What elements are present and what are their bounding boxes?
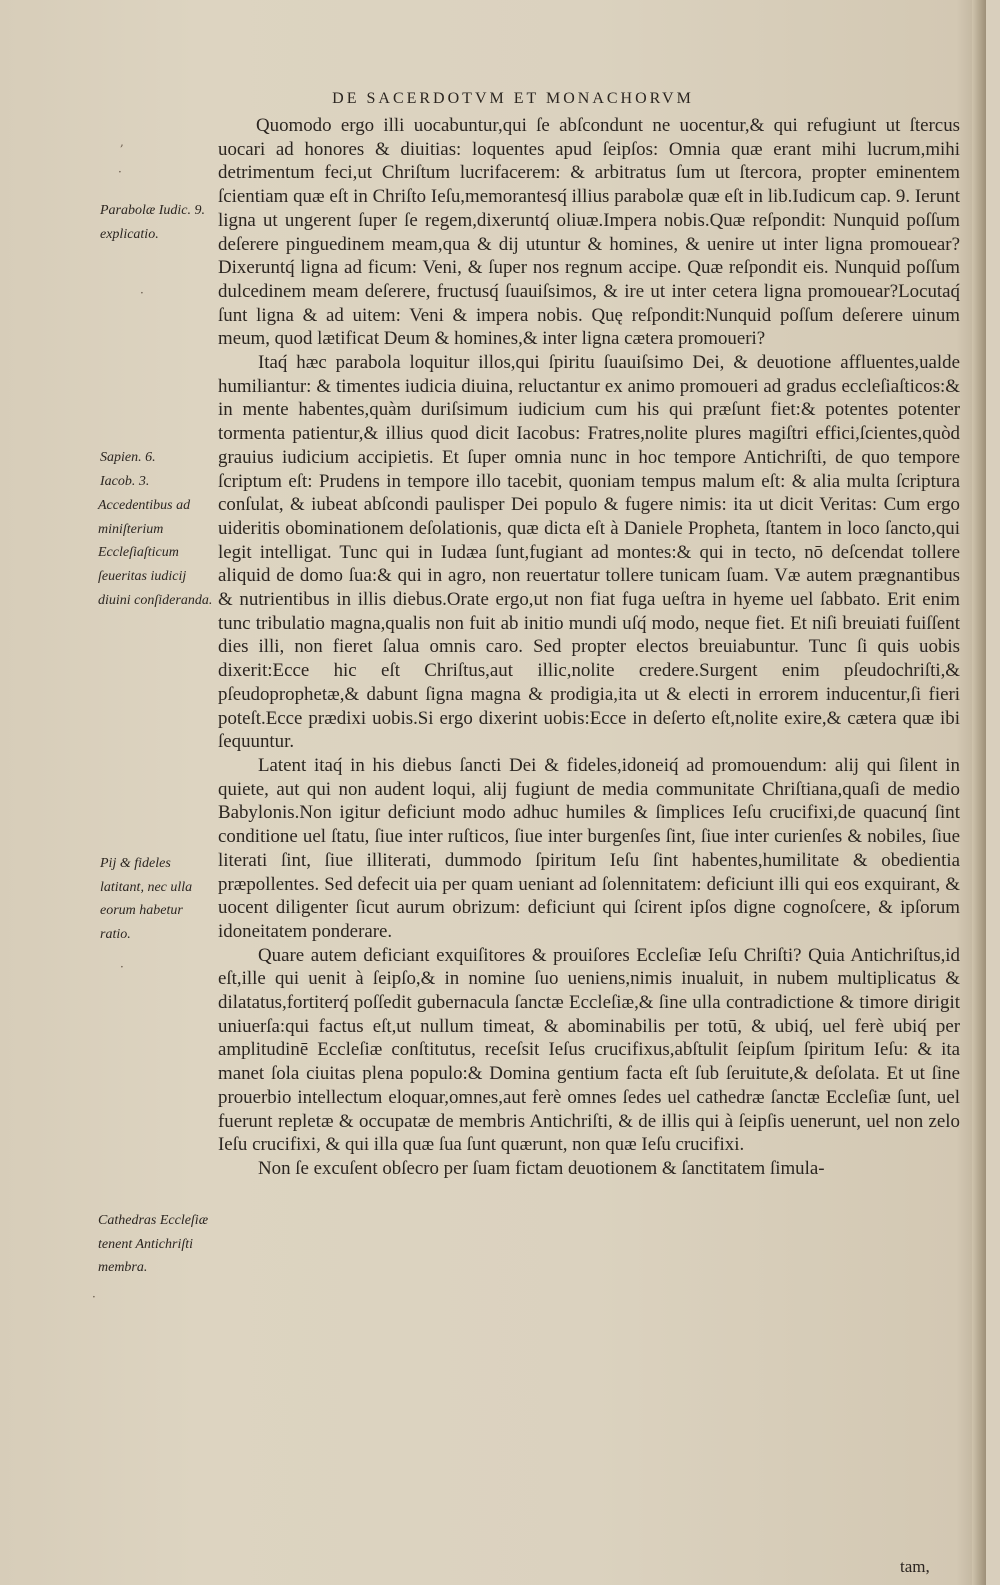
main-text-block xyxy=(218,114,960,1181)
paragraph-itaque: Itaq́ hæc parabola loquitur illos,qui ſpiritu ſuauiſsimo Dei, & deuotione affluentes,ualde humiliantur: & timentes iudicia diuina, reluctantur ex animo promoueri ad gradus eccleſiaſticos:& in mente habentes,quàm duriſsimum iudicium cum his qui præſunt fiet:& potentes potenter tormenta patientur,& illius quod dicit Iacobus: Fratres,nolite plures magiſtri effici,ſcientes,quòd grauius iudicium accipietis. Et ſuper omnia nunc in hoc tempore Antichriſti, de quo tempore ſcriptum eſt: Prudens in tempore illo tacebit, quoniam tempus malum eſt: & alia multa ſcriptura conſulat, & iubeat abſcondi paulisper Dei populo & fugere nimis: ita ut dicit Veritas: Cum ergo uideritis obominationem deſolationis, quæ dicta eſt à Daniele Propheta, ſtantem in loco ſancto,qui legit intelligat. Tunc qui in Iudæa ſunt,fugiant ad montes:& qui in tecto, nō deſcendat tollere aliquid de domo ſua:& qui in agro, non reuertatur tollere tunicam ſuam. Væ autem prægnantibus & nutrientibus in illis diebus.Orate ergo,ut non fiat fuga ueſtra in hyeme uel ſabbato. Erit enim tunc tribulatio magna,qualis non fuit ab initio mundi uſq́ modo, neque fiet. Et niſi breuiati fuiſſent dies illi, non fieret ſalua omnis caro. Sed propter electos breuiabuntur. Tunc ſi quis uobis dixerit:Ecce hic eſt Chriſtus,aut illic,nolite credere.Surgent enim pſeudochriſti,& pſeudoprophetæ,& dabunt ſigna magna & prodigia,ita ut & electi in errorem inducentur,ſi fieri poteſt.Ecce prædixi uobis.Si ergo dixerint uobis:Ecce in deſerto eſt,nolite exire,& cætera quæ ibi ſequuntur. xyxy=(218,352,960,753)
marginal-note-cathedras: Cathedras Eccleſiæ tenent Antichriſti membra. xyxy=(98,1213,209,1276)
marginal-note-iacobus: Iacob. 3. xyxy=(100,474,150,489)
ink-speck: · xyxy=(118,165,122,179)
marginal-note-parabola: Parabolæ Iudic. 9. explicatio. xyxy=(100,203,205,242)
paragraph-quomodo: Quomodo ergo illi uocabuntur,qui ſe abſcondunt ne uocentur,& qui refugiunt ut ſtercus uocari ad honores & diuitias: loquentes apud ſeipſos: Omnia quæ erant mihi lucrum,mihi detrimentum feci,ut Chriſtum lucrifacerem: & arbitratus ſum ut ſtercora, propter eminentem ſcientiam quæ eſt in Chriſto Ieſu,memorantesq́ illius parabolæ quæ eſt in lib.Iudicum cap. 9. Ierunt ligna ut ungerent ſuper ſe regem,dixeruntq́ oliuæ.Impera nobis.Quæ reſpondit: Nunquid poſſum deſerere pinguedinem meam,qua & dij utuntur & homines, & uenire ut inter ligna promouear? Dixeruntq́ ligna ad ficum: Veni, & ſuper nos regnum accipe. Quæ reſpondit eis. Nunquid poſſum dulcedinem meam deſerere, fructusq́ ſuauiſsimos, & ire ut inter cetera ligna promouear?Locutaq́ ſunt ligna & ad uitem: Veni & impera nobis. Quę reſpondit:Nunquid poſſum deſerere uinum meum, quod lætificat Deum & homines,& inter ligna cætera promoueri? xyxy=(218,115,960,350)
ink-speck: , xyxy=(120,135,124,149)
marginal-note-sapientia: Sapien. 6. xyxy=(100,450,156,465)
paragraph-non-se: Non ſe excuſent obſecro per ſuam fictam deuotionem & ſanctitatem ſimula- xyxy=(258,1157,825,1179)
marginal-note-accedentibus: Accedentibus ad miniſterium Eccleſiaſticum ſeueritas iudicij diuini conſideranda. xyxy=(98,498,213,608)
paragraph-quare: Quare autem deficiant exquiſitores & prouiſores Eccleſiæ Ieſu Chriſti? Quia Antichriſtus,id eſt,ille qui uenit à ſeipſo,& in nomine ſuo ueniens,nimis inualuit, in nubem multiplicatus & dilatatus,fortiterq́ poſſedit gubernacula ſanctæ Eccleſiæ,& ſine ulla contradictione & timore dirigit uniuerſa:qui factus eſt,ut nullum timeat, & abominabilis per totū, & ubiq́, uel ferè ubiq́ per amplitudinē Eccleſiæ conſtitutus, receſsit Ieſus crucifixus,abſtulit ſeipſum ſpiritum Ieſu: & ita manet ſola ciuitas plena populo:& Domina gentium facta eſt ſub ſeruitute,& deſolata. Et ut ſine prouerbio intellectum eloquar,omnes,aut ferè omnes ſedes uel cathedræ ſanctæ Eccleſiæ ſunt, uel fuerunt repletæ & occupatæ de membris Antichriſti, & de illis qui à ſeipſis uenerunt, uel non zelo Ieſu crucifixi, & qui illa quæ ſua ſunt quærunt, non quæ Ieſu crucifixi. xyxy=(218,944,960,1156)
page-gutter-edge xyxy=(972,0,986,1585)
ink-speck: · xyxy=(140,286,144,300)
ink-speck: · xyxy=(92,1290,96,1304)
paragraph-latent: Latent itaq́ in his diebus ſancti Dei & fideles,idoneiq́ ad promouendum: alij qui ſilent in quiete, aut qui non audent loqui, alij fugiunt de media communitate Chriſtiana,quaſi de medio Babylonis.Non igitur deficiunt modo adhuc humiles & ſimplices Ieſu crucifixi,de quacunq́ ſint conditione uel ſtatu, ſiue inter ruſticos, ſiue inter burgenſes ſint, ſiue inter curienſes & nobiles, ſiue literati ſint, ſiue illiterati, dummodo ſpiritum Ieſu ſint habentes,humilitate & obedientia præpollentes. Sed defecit uia per quam ueniant ad ſolennitatem: deficiunt illi qui eos exquirant, & uocent diligenter ſicut aurum obrizum: deficiunt qui ſcirent ipſos digne cognoſcere, & ipſorum idoneitatem ponderare. xyxy=(218,754,960,942)
ink-speck: · xyxy=(120,960,124,974)
marginal-note-pij-fideles: Pij & fideles latitant, nec ulla eorum habetur ratio. xyxy=(100,856,193,943)
running-head: DE SACERDOTVM ET MONACHORVM xyxy=(332,90,694,107)
catchword: tam, xyxy=(900,1557,930,1576)
